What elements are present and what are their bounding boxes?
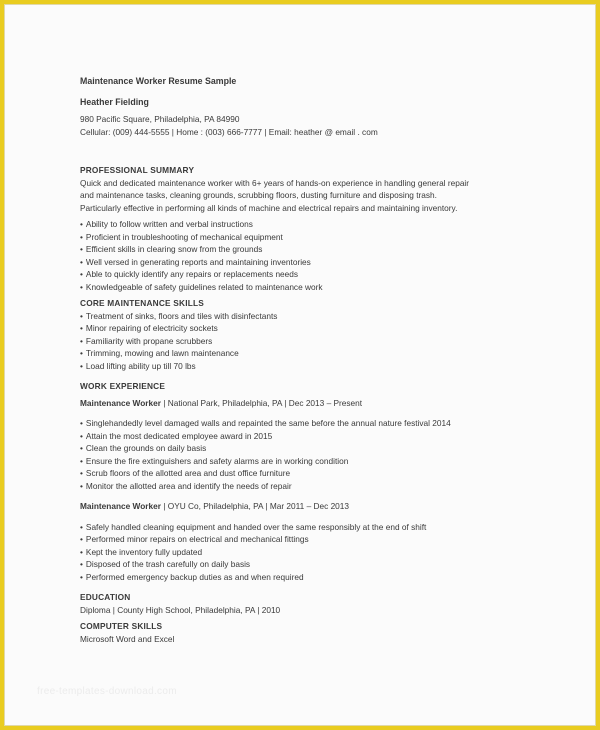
list-item: • Trimming, mowing and lawn maintenance <box>80 347 560 360</box>
job-details: | National Park, Philadelphia, PA | Dec 2013 – Present <box>161 397 363 408</box>
core-skills-heading: CORE MAINTENANCE SKILLS <box>80 298 204 308</box>
computer-skills-heading: COMPUTER SKILLS <box>80 621 163 631</box>
core-skills-bullets <box>80 310 560 373</box>
document-title: Maintenance Worker Resume Sample <box>80 76 237 86</box>
experience-heading: WORK EXPERIENCE <box>80 381 166 391</box>
list-item: • Performed minor repairs on electrical and mechanical fittings <box>80 533 560 546</box>
education-line: Diploma | County High School, Philadelphia, PA | 2010 <box>80 604 281 615</box>
resume-page <box>4 4 596 726</box>
job-bullets <box>80 521 560 584</box>
list-item: • Knowledgeable of safety guidelines related to maintenance work <box>80 281 560 294</box>
watermark: free-templates-download.com <box>37 686 177 697</box>
list-item: • Clean the grounds on daily basis <box>80 442 560 455</box>
list-item: • Disposed of the trash carefully on daily basis <box>80 558 560 571</box>
list-item: • Kept the inventory fully updated <box>80 546 560 559</box>
job-details: | OYU Co, Philadelphia, PA | Mar 2011 – Dec 2013 <box>161 501 350 511</box>
list-item: • Monitor the allotted area and identify the needs of repair <box>80 480 560 493</box>
list-item: • Able to quickly identify any repairs or replacements needs <box>80 268 560 281</box>
address: 980 Pacific Square, Philadelphia, PA 84990 <box>80 114 240 124</box>
summary-bullets <box>80 218 560 293</box>
list-item: • Efficient skills in clearing snow from the grounds <box>80 243 560 256</box>
summary-line: Particularly effective in performing all kinds of machine and electrical repairs and maintaining inventory. <box>80 202 458 213</box>
contact-info: Cellular: (009) 444-5555 | Home : (003) 666-7777 | Email: heather @ email . com <box>80 126 378 137</box>
summary-line: and maintenance tasks, cleaning grounds, scrubbing floors, dusting furniture and disposing trash. <box>80 190 437 200</box>
list-item: • Performed emergency backup duties as and when required <box>80 571 560 584</box>
candidate-name: Heather Fielding <box>80 96 149 107</box>
list-item: • Attain the most dedicated employee award in 2015 <box>80 430 560 443</box>
education-heading: EDUCATION <box>80 592 131 602</box>
list-item: • Familiarity with propane scrubbers <box>80 335 560 348</box>
list-item: • Load lifting ability up till 70 lbs <box>80 360 560 373</box>
job-header <box>80 397 560 410</box>
list-item: • Ability to follow written and verbal instructions <box>80 218 560 231</box>
job-title: Maintenance Worker <box>80 397 161 408</box>
resume-content <box>80 75 560 645</box>
list-item: • Safely handled cleaning equipment and handed over the same responsibly at the end of shift <box>80 521 560 534</box>
job-title: Maintenance Worker <box>80 501 161 511</box>
job-bullets <box>80 417 560 492</box>
summary-heading: PROFESSIONAL SUMMARY <box>80 165 195 175</box>
list-item: • Singlehandedly level damaged walls and repainted the same before the annual nature festival 2014 <box>80 417 560 430</box>
computer-skills-line: Microsoft Word and Excel <box>80 633 175 644</box>
list-item: • Proficient in troubleshooting of mechanical equipment <box>80 231 560 244</box>
job-header <box>80 500 560 513</box>
list-item: • Ensure the fire extinguishers and safety alarms are in working condition <box>80 455 560 468</box>
list-item: • Minor repairing of electricity sockets <box>80 322 560 335</box>
list-item: • Treatment of sinks, floors and tiles with disinfectants <box>80 310 560 323</box>
list-item: • Well versed in generating reports and maintaining inventories <box>80 256 560 269</box>
summary-line: Quick and dedicated maintenance worker with 6+ years of hands-on experience in handling general repair <box>80 177 470 188</box>
list-item: • Scrub floors of the allotted area and dust office furniture <box>80 467 560 480</box>
